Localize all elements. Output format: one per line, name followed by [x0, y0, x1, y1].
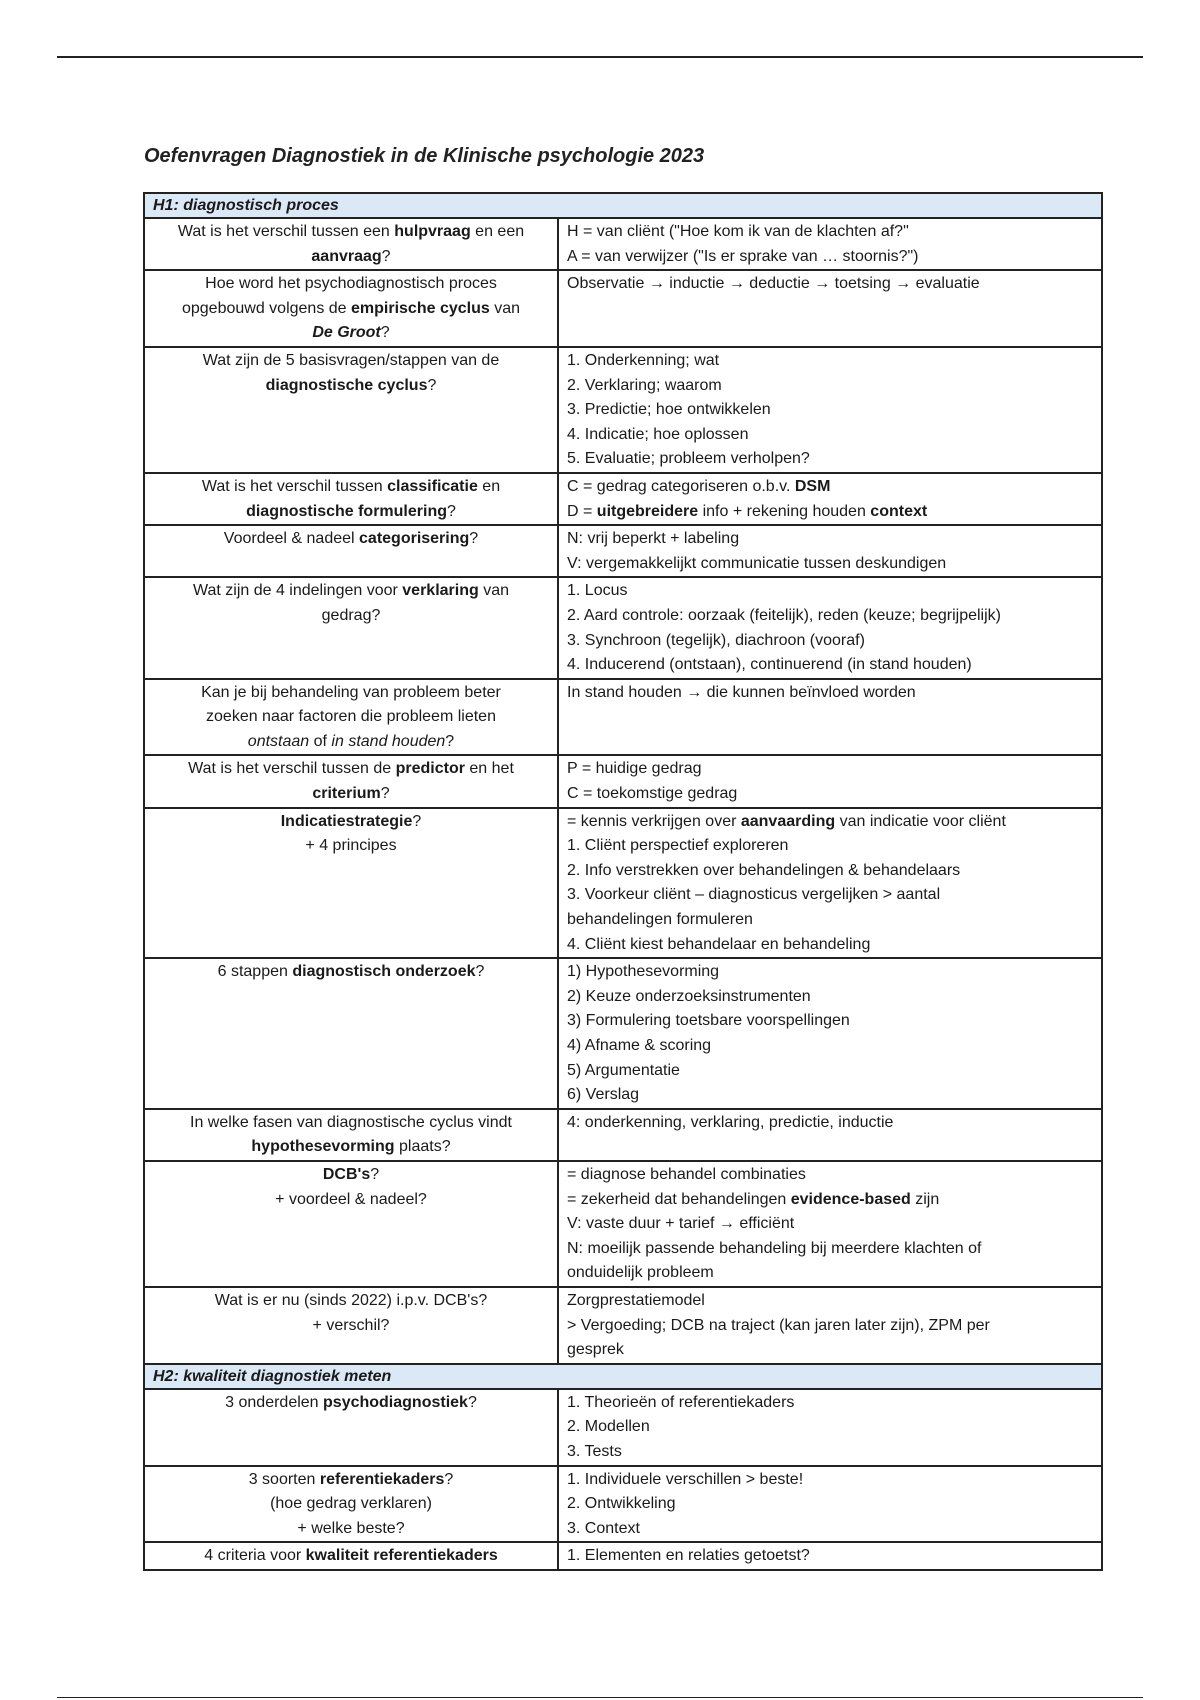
- text-segment: 2. Ontwikkeling: [567, 1495, 676, 1513]
- question-cell: [144, 347, 558, 473]
- text-segment: 1) Hypothesevorming: [567, 963, 720, 981]
- text-line: [153, 1314, 549, 1339]
- text-line: [567, 810, 1093, 835]
- text-segment: C = gedrag categoriseren o.b.v.: [567, 477, 795, 495]
- text-segment: In welke fasen van diagnostische cyclus vindt: [190, 1113, 512, 1131]
- text-line: [153, 757, 549, 782]
- text-line: [567, 629, 1093, 654]
- text-segment: N: vrij beperkt + labeling: [567, 530, 740, 548]
- emphasis-text: psychodiagnostiek: [323, 1393, 468, 1411]
- text-segment: ?: [412, 812, 422, 830]
- text-line: [567, 782, 1093, 807]
- text-line: [153, 1111, 549, 1136]
- text-line: [567, 859, 1093, 884]
- qa-row: [144, 1466, 1102, 1543]
- question-cell: [144, 1466, 558, 1543]
- emphasis-text: kwaliteit referentiekaders: [305, 1547, 498, 1565]
- text-line: [153, 1391, 549, 1416]
- text-line: [153, 475, 549, 500]
- emphasis-text: diagnostische formulering: [246, 502, 447, 520]
- text-line: [567, 527, 1093, 552]
- text-segment: 4) Afname & scoring: [567, 1037, 712, 1054]
- text-line: [153, 579, 549, 604]
- text-segment: 4: onderkenning, verklaring, predictie, inductie: [567, 1113, 894, 1131]
- text-segment: Wat zijn de 5 basisvragen/stappen van de: [202, 351, 500, 369]
- text-line: [567, 1212, 1093, 1237]
- question-cell: [144, 270, 558, 347]
- text-segment: C = toekomstige gedrag: [567, 785, 738, 803]
- text-segment: van indicatie voor cliënt: [835, 812, 1006, 830]
- text-line: [153, 1492, 549, 1517]
- emphasis-text: Indicatiestrategie: [280, 812, 413, 830]
- question-cell: [144, 1542, 558, 1570]
- text-segment: ?: [380, 324, 390, 342]
- text-line: [567, 1492, 1093, 1517]
- text-segment: ?: [370, 1165, 380, 1183]
- text-line: [567, 272, 1093, 297]
- text-segment: Voordeel & nadeel: [223, 530, 360, 548]
- answer-cell: [558, 1542, 1102, 1570]
- text-segment: = zekerheid dat behandelingen: [567, 1190, 791, 1208]
- text-segment: 3. Predictie; hoe ontwikkelen: [567, 401, 771, 419]
- text-segment: Wat zijn de 4 indelingen voor: [192, 582, 403, 600]
- text-segment: Hoe word het psychodiagnostisch proces: [205, 275, 497, 293]
- qa-row: [144, 1109, 1102, 1161]
- text-segment: N: moeilijk passende behandeling bij meerdere klachten of: [567, 1239, 982, 1257]
- text-segment: ?: [381, 247, 391, 265]
- text-segment: 5) Argumentatie: [567, 1061, 680, 1079]
- question-cell: [144, 958, 558, 1109]
- text-line: [567, 1034, 1093, 1059]
- text-line: [153, 500, 549, 525]
- text-line: [567, 1338, 1093, 1363]
- emphasis-text: uitgebreidere: [596, 502, 699, 520]
- text-segment: van: [478, 582, 510, 600]
- text-segment: + welke beste?: [297, 1519, 405, 1537]
- answer-cell: [558, 525, 1102, 577]
- text-line: [153, 1289, 549, 1314]
- text-line: [153, 810, 549, 835]
- qa-row: [144, 958, 1102, 1109]
- text-line: [567, 985, 1093, 1010]
- text-line: [567, 1009, 1093, 1034]
- qa-row: [144, 1287, 1102, 1364]
- text-segment: 3 onderdelen: [225, 1393, 324, 1411]
- answer-cell: [558, 577, 1102, 678]
- text-segment: A = van verwijzer ("Is er sprake van … stoornis?"): [567, 247, 919, 265]
- text-line: [153, 705, 549, 730]
- answer-cell: [558, 1161, 1102, 1287]
- text-line: [567, 908, 1093, 933]
- text-line: [567, 653, 1093, 678]
- text-segment: 3. Context: [567, 1519, 640, 1537]
- text-line: [567, 1314, 1093, 1339]
- text-segment: ?: [444, 1470, 454, 1488]
- text-segment: 2. Verklaring; waarom: [567, 376, 722, 394]
- qa-row: [144, 347, 1102, 473]
- text-line: [153, 681, 549, 706]
- text-segment: = diagnose behandel combinaties: [567, 1165, 806, 1183]
- text-segment: behandelingen formuleren: [567, 911, 753, 929]
- text-segment: zoeken naar factoren die probleem lieten: [206, 708, 496, 726]
- text-line: [567, 1289, 1093, 1314]
- answer-cell: [558, 1287, 1102, 1364]
- text-segment: 1. Individuele verschillen > beste!: [567, 1470, 804, 1488]
- question-cell: [144, 1109, 558, 1161]
- text-segment: gedrag?: [321, 606, 381, 624]
- emphasis-text: De Groot: [312, 324, 381, 342]
- text-line: [153, 1468, 549, 1493]
- text-segment: ?: [467, 1393, 477, 1411]
- text-segment: 1. Onderkenning; wat: [567, 351, 720, 369]
- text-segment: + verschil?: [312, 1316, 390, 1334]
- text-segment: 3) Formulering toetsbare voorspellingen: [567, 1012, 850, 1030]
- answer-cell: [558, 270, 1102, 347]
- answer-cell: [558, 808, 1102, 959]
- text-line: [567, 1237, 1093, 1262]
- text-segment: ?: [445, 732, 455, 750]
- text-segment: 4. Cliënt kiest behandelaar en behandeling: [567, 935, 871, 953]
- text-segment: D =: [567, 502, 597, 520]
- text-line: [567, 1083, 1093, 1108]
- text-line: [567, 757, 1093, 782]
- text-segment: 3. Tests: [567, 1442, 622, 1460]
- text-line: [567, 681, 1093, 706]
- text-segment: + 4 principes: [305, 837, 397, 855]
- emphasis-text: context: [870, 502, 928, 520]
- text-segment: en: [477, 477, 501, 495]
- question-cell: [144, 577, 558, 678]
- question-cell: [144, 755, 558, 807]
- text-segment: 4 criteria voor: [204, 1547, 306, 1565]
- text-line: [567, 834, 1093, 859]
- text-segment: In stand houden → die kunnen beïnvloed worden: [567, 683, 916, 701]
- text-line: [153, 782, 549, 807]
- emphasis-text: diagnostische cyclus: [265, 376, 428, 394]
- text-line: [153, 220, 549, 245]
- emphasis-text: ontstaan: [247, 732, 310, 750]
- emphasis-text: hulpvraag: [394, 223, 471, 240]
- page-title: Oefenvragen Diagnostiek in de Klinische psychologie 2023: [144, 145, 705, 167]
- qa-row: [144, 270, 1102, 347]
- text-line: [153, 604, 549, 629]
- text-segment: Wat is het verschil tussen een: [177, 223, 395, 240]
- footer-rule: [57, 1697, 1143, 1698]
- qa-row: [144, 1542, 1102, 1570]
- text-segment: 6 stappen: [217, 963, 293, 981]
- text-line: [153, 834, 549, 859]
- qa-row: [144, 577, 1102, 678]
- text-line: [567, 933, 1093, 958]
- text-segment: + voordeel & nadeel?: [275, 1190, 427, 1208]
- text-segment: info + rekening houden: [698, 502, 871, 520]
- text-segment: ?: [469, 530, 479, 548]
- text-line: [567, 1261, 1093, 1286]
- answer-cell: [558, 347, 1102, 473]
- emphasis-text: DSM: [794, 477, 831, 495]
- text-line: [567, 1415, 1093, 1440]
- text-line: [567, 579, 1093, 604]
- text-line: [567, 398, 1093, 423]
- text-segment: en het: [464, 760, 514, 778]
- answer-cell: [558, 1389, 1102, 1466]
- text-segment: (hoe gedrag verklaren): [270, 1495, 432, 1513]
- text-segment: Wat is het verschil tussen de: [188, 760, 396, 778]
- text-segment: 1. Elementen en relaties getoetst?: [567, 1547, 810, 1565]
- emphasis-text: aanvraag: [311, 247, 382, 265]
- text-segment: en een: [470, 223, 525, 240]
- text-line: [567, 423, 1093, 448]
- qa-row: [144, 473, 1102, 525]
- text-segment: 6) Verslag: [567, 1086, 640, 1104]
- text-line: [567, 552, 1093, 577]
- question-cell: [144, 1287, 558, 1364]
- emphasis-text: verklaring: [402, 582, 479, 600]
- text-line: [567, 245, 1093, 270]
- emphasis-text: in stand houden: [331, 732, 446, 750]
- text-segment: 3. Synchroon (tegelijk), diachroon (vooraf): [567, 631, 865, 649]
- text-line: [153, 297, 549, 322]
- text-line: [567, 1163, 1093, 1188]
- text-line: [153, 1517, 549, 1542]
- text-segment: 1. Locus: [567, 582, 628, 600]
- section-title: H2: kwaliteit diagnostiek meten: [144, 1364, 1102, 1389]
- text-segment: Zorgprestatiemodel: [567, 1291, 705, 1309]
- text-line: [153, 272, 549, 297]
- text-segment: = kennis verkrijgen over: [567, 812, 741, 830]
- qa-table: [143, 192, 1103, 1571]
- text-line: [153, 1188, 549, 1213]
- text-segment: Kan je bij behandeling van probleem beter: [201, 683, 501, 701]
- text-segment: ?: [475, 963, 485, 981]
- text-segment: Wat is het verschil tussen: [201, 477, 388, 495]
- question-cell: [144, 1389, 558, 1466]
- text-segment: V: vaste duur + tarief → efficiënt: [567, 1215, 795, 1233]
- text-line: [567, 447, 1093, 472]
- text-line: [567, 960, 1093, 985]
- text-line: [567, 1517, 1093, 1542]
- text-segment: 3. Voorkeur cliënt – diagnosticus vergelijken > aantal: [567, 886, 941, 904]
- answer-cell: [558, 1466, 1102, 1543]
- text-line: [567, 1391, 1093, 1416]
- text-line: [153, 730, 549, 755]
- question-cell: [144, 679, 558, 756]
- text-line: [153, 1544, 549, 1569]
- text-segment: H = van cliënt ("Hoe kom ik van de klachten af?": [567, 223, 909, 240]
- text-line: [567, 883, 1093, 908]
- text-line: [567, 349, 1093, 374]
- question-cell: [144, 1161, 558, 1287]
- text-line: [153, 1163, 549, 1188]
- text-segment: of: [309, 732, 332, 750]
- text-segment: plaats?: [394, 1138, 451, 1156]
- text-line: [567, 220, 1093, 245]
- text-segment: Observatie → inductie → deductie → toetsing → evaluatie: [567, 275, 980, 293]
- emphasis-text: diagnostisch onderzoek: [292, 963, 476, 981]
- qa-row: [144, 679, 1102, 756]
- text-line: [567, 1440, 1093, 1465]
- emphasis-text: hypothesevorming: [251, 1138, 395, 1156]
- text-segment: P = huidige gedrag: [567, 760, 702, 778]
- text-segment: > Vergoeding; DCB na traject (kan jaren later zijn), ZPM per: [567, 1316, 990, 1334]
- emphasis-text: aanvaarding: [740, 812, 836, 830]
- text-segment: onduidelijk probleem: [567, 1264, 714, 1282]
- text-segment: 2. Modellen: [567, 1418, 650, 1436]
- emphasis-text: classificatie: [387, 477, 478, 495]
- section-header-row: [144, 193, 1102, 218]
- text-line: [567, 1059, 1093, 1084]
- text-segment: 1. Cliënt perspectief exploreren: [567, 837, 789, 855]
- text-line: [567, 475, 1093, 500]
- emphasis-text: referentiekaders: [319, 1470, 445, 1488]
- text-line: [567, 1468, 1093, 1493]
- text-segment: gesprek: [567, 1341, 624, 1359]
- header-rule: [57, 56, 1143, 58]
- qa-row: [144, 218, 1102, 270]
- text-segment: 1. Theorieën of referentiekaders: [567, 1393, 795, 1411]
- text-line: [153, 374, 549, 399]
- text-line: [567, 1111, 1093, 1136]
- question-cell: [144, 473, 558, 525]
- qa-table-body: [144, 193, 1102, 1570]
- section-header-row: [144, 1364, 1102, 1389]
- text-segment: ?: [380, 785, 390, 803]
- answer-cell: [558, 218, 1102, 270]
- text-segment: opgebouwd volgens de: [181, 299, 352, 317]
- text-line: [567, 604, 1093, 629]
- text-line: [153, 245, 549, 270]
- text-segment: ?: [427, 376, 437, 394]
- text-segment: zijn: [910, 1190, 940, 1208]
- question-cell: [144, 218, 558, 270]
- text-segment: 4. Indicatie; hoe oplossen: [567, 425, 749, 443]
- text-line: [153, 349, 549, 374]
- text-segment: ?: [447, 502, 456, 520]
- text-line: [567, 1544, 1093, 1569]
- answer-cell: [558, 1109, 1102, 1161]
- answer-cell: [558, 473, 1102, 525]
- question-cell: [144, 808, 558, 959]
- text-segment: Wat is er nu (sinds 2022) i.p.v. DCB's?: [214, 1291, 488, 1309]
- text-segment: V: vergemakkelijkt communicatie tussen deskundigen: [567, 554, 947, 572]
- text-segment: 3 soorten: [248, 1470, 320, 1488]
- question-cell: [144, 525, 558, 577]
- text-line: [153, 527, 549, 552]
- text-line: [567, 1188, 1093, 1213]
- qa-row: [144, 755, 1102, 807]
- answer-cell: [558, 755, 1102, 807]
- qa-row: [144, 808, 1102, 959]
- emphasis-text: empirische cyclus: [351, 299, 490, 317]
- emphasis-text: DCB's: [322, 1165, 371, 1183]
- text-segment: 2. Aard controle: oorzaak (feitelijk), reden (keuze; begrijpelijk): [567, 606, 1001, 624]
- text-segment: 2. Info verstrekken over behandelingen & behandelaars: [567, 861, 961, 879]
- text-line: [567, 500, 1093, 525]
- emphasis-text: evidence-based: [790, 1190, 911, 1208]
- text-line: [153, 1135, 549, 1160]
- text-segment: van: [489, 299, 521, 317]
- text-line: [153, 960, 549, 985]
- qa-row: [144, 1161, 1102, 1287]
- emphasis-text: predictor: [395, 760, 465, 778]
- text-segment: 5. Evaluatie; probleem verholpen?: [567, 450, 810, 468]
- text-line: [153, 321, 549, 346]
- section-title: H1: diagnostisch proces: [144, 193, 1102, 218]
- emphasis-text: criterium: [312, 785, 381, 803]
- text-segment: 2) Keuze onderzoeksinstrumenten: [567, 987, 811, 1005]
- text-segment: 4. Inducerend (ontstaan), continuerend (in stand houden): [567, 656, 972, 674]
- text-line: [567, 374, 1093, 399]
- emphasis-text: categorisering: [359, 530, 470, 548]
- answer-cell: [558, 679, 1102, 756]
- qa-row: [144, 525, 1102, 577]
- qa-row: [144, 1389, 1102, 1466]
- answer-cell: [558, 958, 1102, 1109]
